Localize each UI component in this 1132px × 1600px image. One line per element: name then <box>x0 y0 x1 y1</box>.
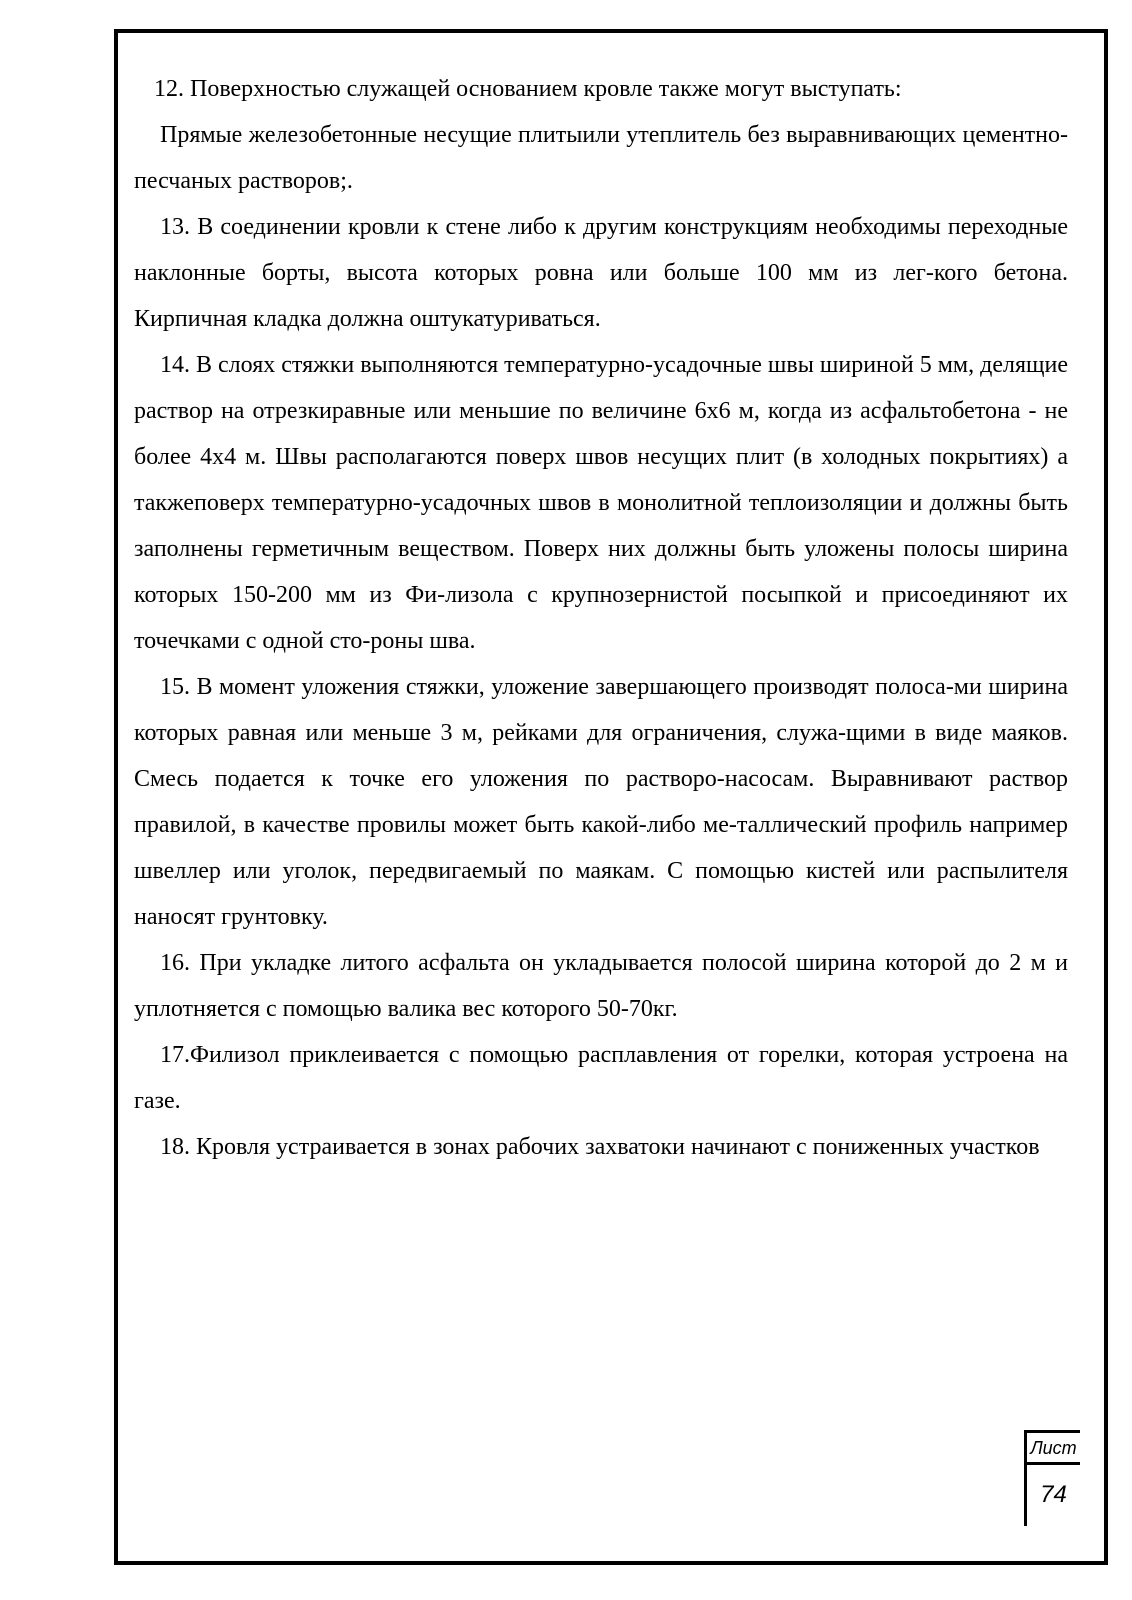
sheet-label: Лист <box>1027 1433 1080 1465</box>
paragraph-17: 17.Филизол приклеивается с помощью расплавления от горелки, которая устроена на газе. <box>134 1042 1068 1114</box>
paragraph-13: 13. В соединении кровли к стене либо к другим конструкциям необходимы переходные наклонные борты, высота которых ровна или больше 100 мм из лег-кого бетона. Кирпичная кладка должна оштукатуриваться. <box>134 214 1068 332</box>
paragraph-12: 12. Поверхностью служащей основанием кровле также могут выступать: <box>154 76 902 102</box>
paragraph-14: 14. В слоях стяжки выполняются температурно-усадочные швы шириной 5 мм, делящие раствор на отрезкиравные или меньшие по величине 6х6 м, когда из асфальтобетона - не более 4х4 м. Швы располагаются поверх швов несущих плит (в холодных покрытиях) а такжеповерх температурно-усадочных швов в монолитной теплоизоляции и должны быть заполнены герметичным веществом. Поверх них должны быть уложены полосы ширина которых 150-200 мм из Фи-лизола с крупнозернистой посыпкой и присоединяют их точечками с одной сто-роны шва. <box>134 352 1068 654</box>
paragraph-15: 15. В момент уложения стяжки, уложение завершающего производят полоса-ми ширина которых равная или меньше 3 м, рейками для ограничения, служа-щими в виде маяков. Смесь подается к точке его уложения по растворо-насосам. Выравнивают раствор правилой, в качестве провилы может быть какой-либо ме-таллический профиль например швеллер или уголок, передвигаемый по маякам. С помощью кистей или распылителя наносят грунтовку. <box>134 674 1068 930</box>
paragraph-18: 18. Кровля устраивается в зонах рабочих захватоки начинают с пониженных участков <box>160 1134 1040 1160</box>
title-block <box>1024 1430 1080 1526</box>
paragraph-16: 16. При укладке литого асфальта он укладывается полосой ширина которой до 2 м и уплотняется с помощью валика вес которого 50-70кг. <box>134 950 1068 1022</box>
sheet-number: 74 <box>1040 1481 1067 1508</box>
document-body <box>134 66 1068 1170</box>
paragraph-12-continuation: Прямые железобетонные несущие плитыили утеплитель без выравнивающих цементно-песчаных растворов;. <box>134 122 1068 194</box>
